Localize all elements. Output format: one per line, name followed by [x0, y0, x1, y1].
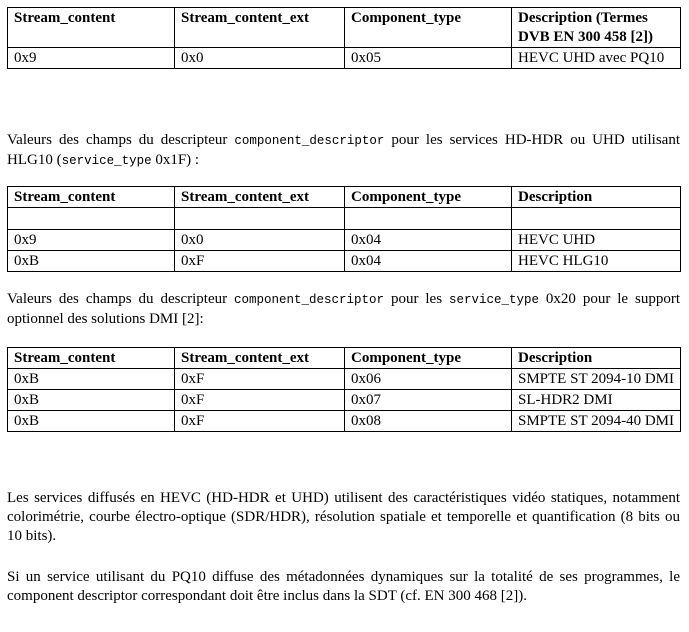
header-description: Description: [512, 187, 681, 208]
cell-stream-content: 0xB: [8, 251, 175, 272]
cell-empty: [345, 208, 512, 230]
cell-component-type: 0x07: [345, 390, 512, 411]
table-row: [8, 251, 681, 272]
header-stream-content-ext: Stream_content_ext: [175, 187, 345, 208]
paragraph-static-characteristics: Les services diffusés en HEVC (HD-HDR et UHD) utilisent des caractéristiques vidéo statiques, notamment colorimétrie, courbe électro-optique (SDR/HDR), résolution spatiale et temporelle et quantification (8 bits ou 10 bits).: [7, 490, 680, 544]
cell-stream-content-ext: 0xF: [175, 390, 345, 411]
text: 0x20 pour le support optionnel des solutions DMI [2]:: [7, 291, 680, 327]
cell-description: SMPTE ST 2094-10 DMI: [512, 369, 681, 390]
header-component-type: Component_type: [345, 8, 512, 48]
text: 0x1F) :: [151, 152, 200, 168]
cell-component-type: 0x08: [345, 411, 512, 432]
header-stream-content: Stream_content: [8, 187, 175, 208]
paragraph-dynamic-metadata: Si un service utilisant du PQ10 diffuse des métadonnées dynamiques sur la totalité de ses programmes, le component descriptor correspondant doit être inclus dans la SDT (cf. EN 300 468 [2]).: [7, 569, 680, 604]
table-header-row: [8, 8, 681, 48]
paragraph-hlg10-intro: [7, 131, 680, 171]
cell-empty: [175, 208, 345, 230]
code-component-descriptor: component_descriptor: [234, 134, 385, 148]
cell-stream-content: 0x9: [8, 230, 175, 251]
code-service-type: service_type: [61, 154, 152, 168]
cell-stream-content: 0xB: [8, 369, 175, 390]
text: pour les: [384, 291, 449, 307]
cell-component-type: 0x04: [345, 230, 512, 251]
header-description: Description: [512, 348, 681, 369]
table-header-row: [8, 187, 681, 208]
cell-empty: [8, 208, 175, 230]
cell-empty: [512, 208, 681, 230]
cell-stream-content-ext: 0xF: [175, 369, 345, 390]
cell-stream-content-ext: 0xF: [175, 251, 345, 272]
table-hlg10: [7, 186, 681, 272]
cell-stream-content-ext: 0xF: [175, 411, 345, 432]
cell-component-type: 0x06: [345, 369, 512, 390]
header-stream-content-ext: Stream_content_ext: [175, 8, 345, 48]
table-row: [8, 48, 681, 69]
cell-description: SMPTE ST 2094-40 DMI: [512, 411, 681, 432]
table-row: [8, 390, 681, 411]
cell-stream-content-ext: 0x0: [175, 48, 345, 69]
table-dmi: [7, 347, 681, 432]
header-description: Description (Termes DVB EN 300 458 [2]): [512, 8, 681, 48]
header-stream-content: Stream_content: [8, 348, 175, 369]
paragraph-dmi-intro: [7, 290, 680, 329]
cell-stream-content: 0x9: [8, 48, 175, 69]
cell-stream-content: 0xB: [8, 411, 175, 432]
header-stream-content-ext: Stream_content_ext: [175, 348, 345, 369]
cell-component-type: 0x05: [345, 48, 512, 69]
cell-description: HEVC HLG10: [512, 251, 681, 272]
code-service-type: service_type: [448, 293, 539, 307]
table-header-row: [8, 348, 681, 369]
text: pour les services HD-HDR ou UHD utilisant HLG10 (: [7, 132, 681, 168]
table-hevc-pq10: [7, 7, 681, 69]
text: Valeurs des champs du descripteur: [7, 291, 235, 307]
cell-stream-content-ext: 0x0: [175, 230, 345, 251]
code-component-descriptor: component_descriptor: [234, 293, 385, 307]
header-component-type: Component_type: [345, 348, 512, 369]
header-component-type: Component_type: [345, 187, 512, 208]
cell-component-type: 0x04: [345, 251, 512, 272]
table-row: [8, 411, 681, 432]
cell-description: HEVC UHD avec PQ10: [512, 48, 681, 69]
text: Valeurs des champs du descripteur: [7, 132, 235, 148]
table-row-empty: [8, 208, 681, 230]
cell-stream-content: 0xB: [8, 390, 175, 411]
cell-description: HEVC UHD: [512, 230, 681, 251]
table-row: [8, 230, 681, 251]
header-stream-content: Stream_content: [8, 8, 175, 48]
cell-description: SL-HDR2 DMI: [512, 390, 681, 411]
table-row: [8, 369, 681, 390]
